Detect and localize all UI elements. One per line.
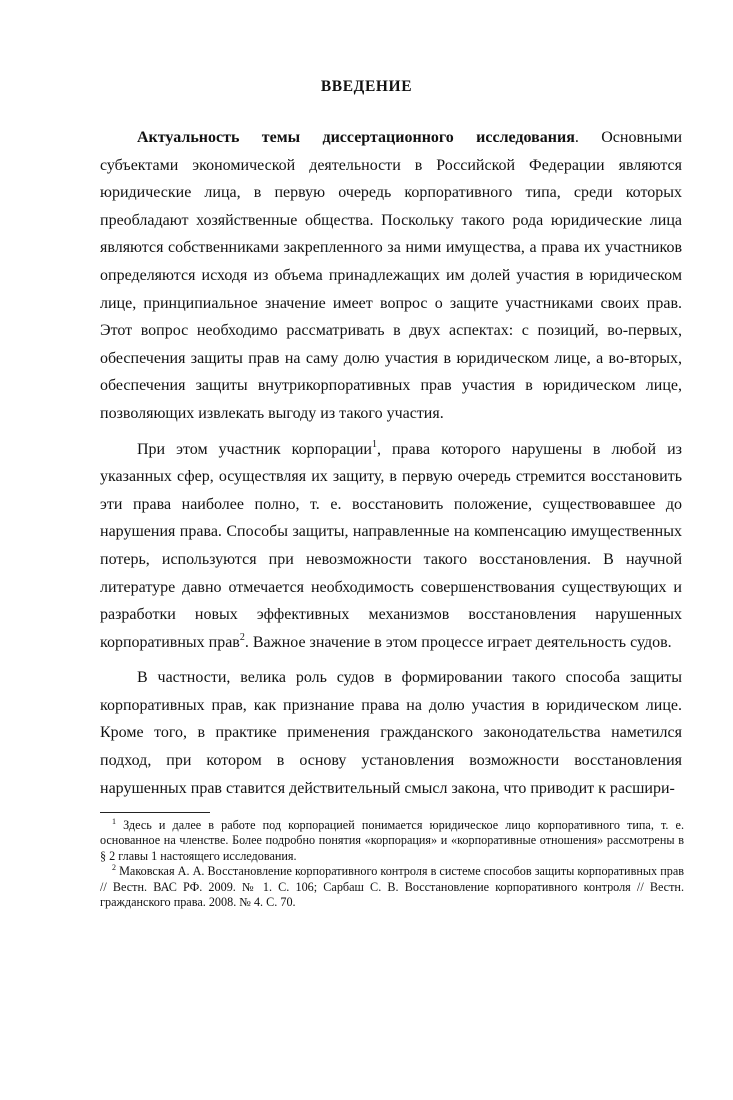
relevance-lead: Актуальность темы диссертационного исследования: [137, 129, 575, 146]
footnote-mark-2: 2: [112, 863, 116, 873]
paragraph-participant: [100, 436, 682, 657]
courts-text: В частности, велика роль судов в формировании такого способа защиты корпоративных прав, как признание права на долю участия в юридическом лице. Кроме того, в практике применения гражданского законодательства наметился подход, при котором в основу установления возможности восстановления нарушенных прав ставится действительный смысл закона, что приводит к расшири-: [100, 669, 682, 797]
footnote-mark-1: 1: [112, 817, 116, 826]
participant-text-part1: При этом участник корпорации: [137, 440, 372, 458]
footnote-ref-1[interactable]: 1: [372, 438, 377, 450]
paragraph-relevance: [100, 124, 682, 428]
participant-text-part3: . Важное значение в этом процессе играет деятельность судов.: [244, 633, 672, 651]
footnotes: [100, 818, 684, 910]
footnote-1: [100, 818, 684, 864]
footnote-divider: [100, 812, 210, 813]
footnote-2: [100, 864, 684, 910]
footnote-text-2: Маковская А. А. Восстановление корпоративного контроля в системе способов защиты корпоративных прав // Вестн. ВАС РФ. 2009. № 1. С. 106; Сарбаш С. В. Восстановление корпоративного контроля // Вестн. гражданского права. 2008. № 4. С. 70.: [100, 864, 684, 910]
participant-text-part2: , права которого нарушены в любой из указанных сфер, осуществляя их защиту, в первую очередь стремится восстановить эти права наиболее полно, т. е. восстановить положение, существовавшее до нарушения права. Способы защиты, направленные на компенсацию имущественных потерь, используются при невозможности такого восстановления. В научной литературе давно отмечается необходимость совершенствования существующих и разработки новых эффективных механизмов восстановления нарушенных корпоративных прав: [100, 440, 682, 651]
body-text: [100, 124, 682, 802]
relevance-text: . Основными субъектами экономической деятельности в Российской Федерации являются юридические лица, в первую очередь корпоративного типа, среди которых преобладают хозяйственные общества. Поскольку такого рода юридические лица являются собственниками закрепленного за ними имущества, а права их участников определяются исходя из объема принадлежащих им долей участия в юридическом лице, принципиальное значение имеет вопрос о защите участниками своих прав. Этот вопрос необходимо рассматривать в двух аспектах: с позиций, во-первых, обеспечения защиты прав на саму долю участия в юридическом лице, а во-вторых, обеспечения защиты внутрикорпоративных прав участия в юридическом лице, позволяющих извлекать выгоду из такого участия.: [100, 129, 683, 422]
page-title: ВВЕДЕНИЕ: [320, 78, 413, 95]
paragraph-courts: [100, 664, 682, 802]
footnote-ref-2[interactable]: 2: [239, 631, 245, 643]
footnote-text-1: Здесь и далее в работе под корпорацией понимается юридическое лицо корпоративного типа, т. е. основанное на членстве. Более подробно понятия «корпорация» и «корпоративные отношения» рассмотрены в § 2 главы 1 настоящего исследования.: [100, 818, 684, 863]
